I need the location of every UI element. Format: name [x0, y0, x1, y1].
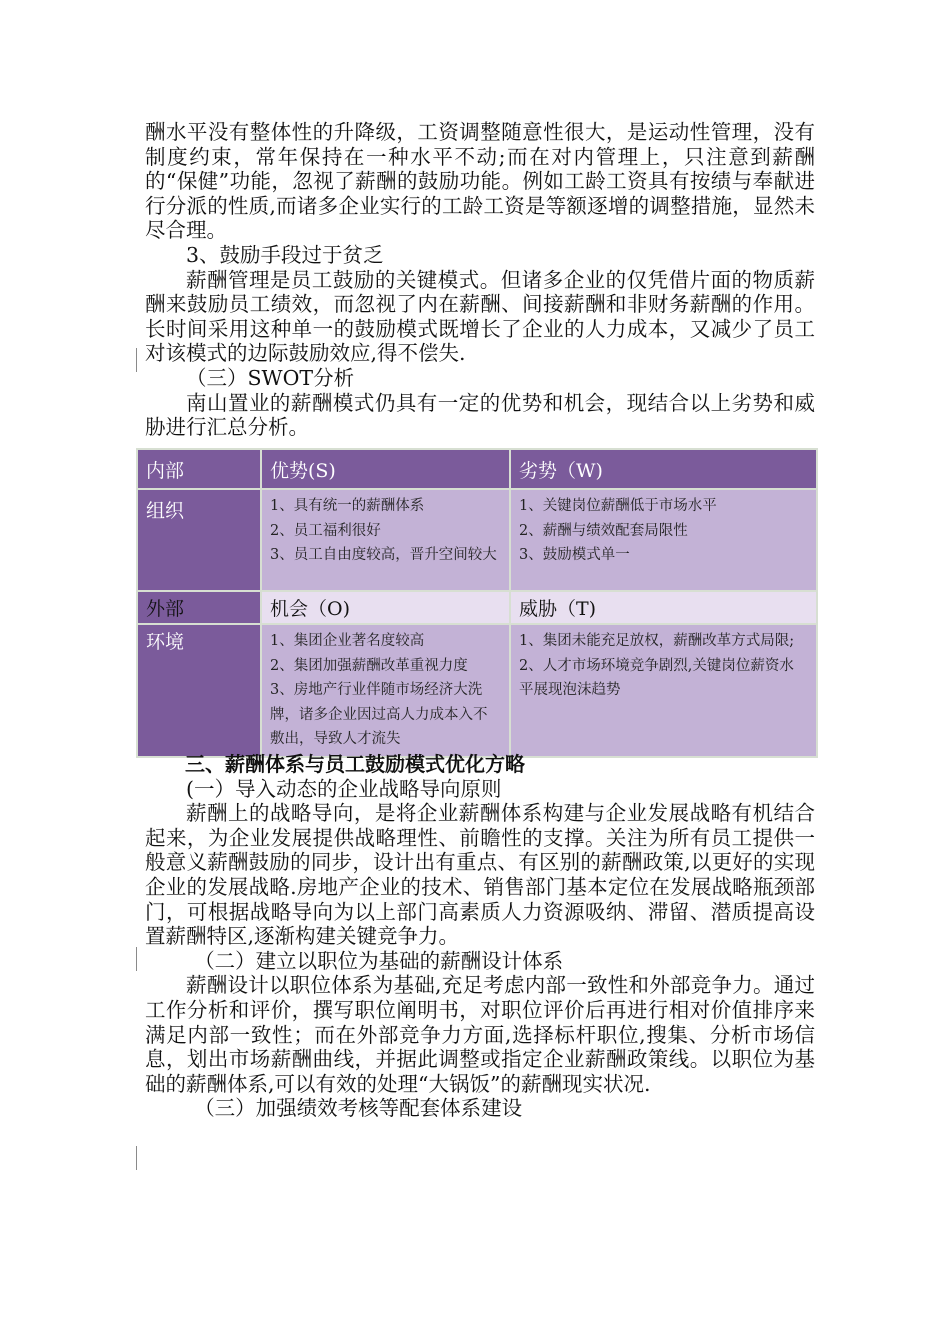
opportunity-item: 3、房地产行业伴随市场经济大洗牌，诸多企业因过高人力成本入不敷出，导致人才流失 [270, 682, 488, 748]
top-text-block [145, 120, 815, 440]
swot-table [136, 448, 818, 758]
revision-margin-mark [136, 348, 137, 372]
weakness-item: 3、鼓励模式单一 [519, 547, 630, 564]
swot-opportunities-title: 机会（O) [261, 591, 510, 624]
heading-swot: （三）SWOT分析 [186, 365, 355, 390]
sub2-body: 薪酬设计以职位体系为基础,充足考虑内部一致性和外部竞争力。通过工作分析和评价，撰写职位阐明书，对职位评价后再进行相对价值排序来满足内部一致性；而在外部竞争力方面,选择标杆职位,搜集、分析市场信息，划出市场薪酬曲线，并据此调整或指定企业薪酬政策线。以职位为基础的薪酬体系,可以有效的处理“大锅饭”的薪酬现实状况. [145, 973, 815, 1096]
swot-label-organization: 组织 [137, 489, 261, 591]
heading-incentive-scarce: 3、鼓励手段过于贫乏 [186, 242, 384, 267]
opportunity-item: 1、集团企业著名度较高 [270, 633, 425, 649]
swot-header-weaknesses: 劣势（W) [510, 449, 817, 489]
bottom-text-block [145, 752, 815, 1121]
swot-label-environment: 环境 [137, 624, 261, 757]
swot-row-environment [137, 624, 817, 757]
strength-item: 1、具有统一的薪酬体系 [270, 498, 425, 514]
swot-weaknesses-cell [510, 489, 817, 591]
paragraph-swot-intro: 南山置业的薪酬模式仍具有一定的优势和机会，现结合以上劣势和威胁进行汇总分析。 [145, 390, 815, 440]
swot-header-internal: 内部 [137, 449, 261, 489]
opportunity-item: 2、集团加强薪酬改革重视力度 [270, 657, 468, 674]
swot-header-row [137, 449, 817, 489]
threat-item: 1、集团未能充足放权，薪酬改革方式局限; [519, 633, 795, 649]
swot-row-external [137, 591, 817, 624]
sub3-title: （三）加强绩效考核等配套体系建设 [194, 1096, 523, 1121]
swot-header-strengths: 优势(S) [261, 449, 510, 489]
strength-item: 2、员工福利很好 [270, 522, 381, 539]
paragraph-compensation-management: 薪酬管理是员工鼓励的关键模式。但诸多企业的仅凭借片面的物质薪酬来鼓励员工绩效，而忽视了内在薪酬、间接薪酬和非财务薪酬的作用。长时间采用这种单一的鼓励模式既增长了企业的人力成本，又减少了员工对该模式的边际鼓励效应,得不偿失. [145, 267, 815, 366]
weakness-item: 1、关键岗位薪酬低于市场水平 [519, 498, 717, 514]
weakness-item: 2、薪酬与绩效配套局限性 [519, 522, 688, 539]
swot-opportunities-cell [261, 624, 510, 757]
swot-strengths-cell [261, 489, 510, 591]
sub1-title: (一）导入动态的企业战略导向原则 [186, 776, 502, 801]
section3-title: 三、薪酬体系与员工鼓励模式优化方略 [185, 752, 525, 776]
swot-row-organization [137, 489, 817, 591]
swot-label-external: 外部 [137, 591, 261, 624]
swot-threats-title: 威胁（T) [510, 591, 817, 624]
sub1-body: 薪酬上的战略导向，是将企业薪酬体系构建与企业发展战略有机结合起来，为企业发展提供战略理性、前瞻性的支撑。关注为所有员工提供一般意义薪酬鼓励的同步，设计出有重点、有区别的薪酬政策,以更好的实现企业的发展战略.房地产企业的技术、销售部门基本定位在发展战略瓶颈部门，可根据战略导向为以上部门高素质人力资源吸纳、滞留、潜质提高设置薪酬特区,逐渐构建关键竞争力。 [145, 801, 815, 949]
paragraph-wage-level: 酬水平没有整体性的升降级，工资调整随意性很大，是运动性管理，没有制度约束，常年保持在一种水平不动;而在对内管理上，只注意到薪酬的“保健”功能，忽视了薪酬的鼓励功能。例如工龄工资具有按绩与奉献进行分派的性质,而诸多企业实行的工龄工资是等额逐增的调整措施，显然未尽合理。 [145, 120, 815, 243]
threat-item: 2、人才市场环境竞争剧烈,关键岗位薪资水平展现泡沫趋势 [519, 657, 794, 699]
sub2-title: （二）建立以职位为基础的薪酬设计体系 [194, 948, 564, 973]
swot-threats-cell [510, 624, 817, 757]
revision-margin-mark [136, 1146, 137, 1170]
revision-margin-mark [136, 947, 137, 971]
strength-item: 3、员工自由度较高，晋升空间较大 [270, 547, 497, 564]
